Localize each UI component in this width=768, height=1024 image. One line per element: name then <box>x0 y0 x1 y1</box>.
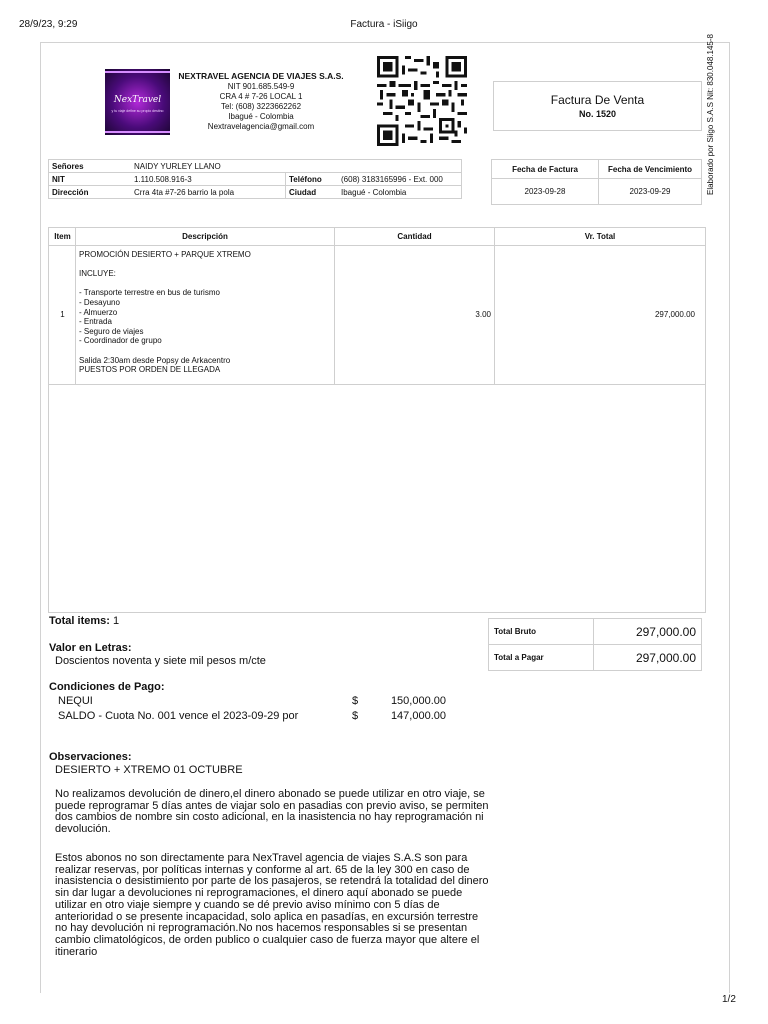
observations-paragraph-1 <box>55 789 489 836</box>
client-nit: 1.110.508.916-3 <box>131 173 286 186</box>
client-address: Crra 4ta #7-26 barrio la pola <box>131 186 286 199</box>
payment-line-amount: 147,000.00 <box>390 710 446 722</box>
observation-line: Estos abonos no son directamente para NexTravel agencia de viajes S.A.S son para <box>55 852 468 864</box>
row-total: 297,000.00 <box>654 310 695 319</box>
qr-code <box>377 56 467 146</box>
observation-line: devolución. <box>55 823 111 836</box>
payment-line-currency: $ <box>352 695 359 707</box>
client-info-table <box>48 159 462 199</box>
total-to-pay-value: 297,000.00 <box>594 645 702 671</box>
client-city: Ibagué - Colombia <box>338 186 462 199</box>
observation-line: itinerario <box>55 945 98 958</box>
client-phone: (608) 3183165996 - Ext. 000 <box>338 173 462 186</box>
page-count: 1/2 <box>722 994 736 1005</box>
observation-line: cambio climatológicos, de orden publico o cualquier caso de fuerza mayor que altere el <box>55 933 480 946</box>
company-name: NEXTRAVEL AGENCIA DE VIAJES S.A.S. <box>178 71 344 81</box>
client-nit-label: NIT <box>49 173 132 186</box>
observations-title: DESIERTO + XTREMO 01 OCTUBRE <box>55 764 243 776</box>
observation-line: No realizamos devolución de dinero,el dinero abonado se puede utilizar en otro viaje, se <box>55 788 485 800</box>
header-description: Descripción <box>182 232 228 241</box>
payment-line-amount: 150,000.00 <box>390 695 446 707</box>
totals-table <box>488 618 702 671</box>
logo-subtext: y tu viaje define su propio destino <box>111 109 164 113</box>
row-quantity: 3.00 <box>475 310 491 319</box>
items-table <box>48 227 706 613</box>
amount-in-words: Doscientos noventa y siete mil pesos m/cte <box>55 655 266 667</box>
company-logo <box>105 69 170 135</box>
observations-paragraph-2 <box>55 853 489 958</box>
total-items-label: Total items: <box>49 615 110 627</box>
observations-label: Observaciones: <box>49 751 132 763</box>
observation-line: no hay devolución ni reprogramación.No nos hacemos responsables si se presentan <box>55 922 468 935</box>
observation-line: utilizar en otro viaje siempre y cuando se dé previo aviso mínimo con 5 días de <box>55 898 440 911</box>
invoice-date-label: Fecha de Factura <box>492 160 599 179</box>
document-type: Factura De Venta <box>550 93 645 107</box>
company-city: Ibagué - Colombia <box>228 112 294 121</box>
client-city-label: Ciudad <box>286 186 339 199</box>
client-name: NAIDY YURLEY LLANO <box>131 160 462 173</box>
logo-text: NexTravel <box>113 95 162 105</box>
total-to-pay-label: Total a Pagar <box>489 645 594 671</box>
total-items-value: 1 <box>112 615 120 627</box>
gross-total-label: Total Bruto <box>489 619 594 645</box>
header-quantity: Cantidad <box>397 232 432 241</box>
payment-line-desc: SALDO - Cuota No. 001 vence el 2023-09-29 por <box>58 710 299 722</box>
company-nit: NIT 901.685.549-9 <box>227 82 295 91</box>
payment-conditions-label: Condiciones de Pago: <box>49 681 165 693</box>
observation-line: inasistencia o desistimiento por parte de los pasajeros, se retendrá la totalidad del dinero <box>55 875 489 888</box>
dates-table <box>491 159 702 205</box>
payment-line-desc: NEQUI <box>58 695 93 707</box>
client-phone-label: Teléfono <box>286 173 339 186</box>
client-address-label: Dirección <box>49 186 132 199</box>
observation-line: dos cambios de nombre sin costo adicional, en la inasistencia no hay reprogramación ni <box>55 811 484 824</box>
client-name-label: Señores <box>49 160 132 173</box>
row-description: PROMOCIÓN DESIERTO + PARQUE XTREMO INCLUYE: - Transporte terrestre en bus de turismo - Desayuno - Almuerzo - Entrada - Seguro de viajes - Coordinador de grupo Salida 2:30am desde Popsy de Arkacentro PUESTOS POR ORDEN DE LLEGADA <box>79 250 251 375</box>
company-tel: Tel: (608) 3223662262 <box>220 102 302 111</box>
company-address: CRA 4 # 7-26 LOCAL 1 <box>219 92 303 101</box>
observation-line: puede reprogramar 5 días antes de viajar solo en pasadias con previo aviso, se permiten <box>55 799 489 812</box>
due-date: 2023-09-29 <box>599 179 702 205</box>
invoice-date: 2023-09-28 <box>492 179 599 205</box>
amount-in-words-label: Valor en Letras: <box>49 642 132 654</box>
company-email: Nextravelagencia@gmail.com <box>207 122 315 131</box>
payment-line-currency: $ <box>352 710 359 722</box>
row-item-number: 1 <box>60 310 65 319</box>
header-total: Vr. Total <box>584 232 616 241</box>
document-number: No. 1520 <box>578 109 617 119</box>
print-datetime: 28/9/23, 9:29 <box>19 19 78 30</box>
print-page-title: Factura - iSiigo <box>350 19 418 30</box>
header-item: Item <box>54 232 71 241</box>
vertical-side-note: Elaborado por Siigo S.A.S Nit: 830.048.145-8 <box>706 34 715 195</box>
company-info <box>170 71 352 132</box>
due-date-label: Fecha de Vencimiento <box>599 160 702 179</box>
observation-line: sin dar lugar a devoluciones ni reprogramaciones, el dinero aquí abonado se puede <box>55 887 463 900</box>
gross-total-value: 297,000.00 <box>594 619 702 645</box>
total-items <box>49 616 119 628</box>
observation-line: anterioridad o se presente incapacidad, solo aplica en pasadías, en excursión terrestre <box>55 910 479 923</box>
document-title-box <box>493 81 702 131</box>
observation-line: realizar reservas, por políticas internas y conforme al art. 65 de la ley 300 en caso de <box>55 863 470 876</box>
